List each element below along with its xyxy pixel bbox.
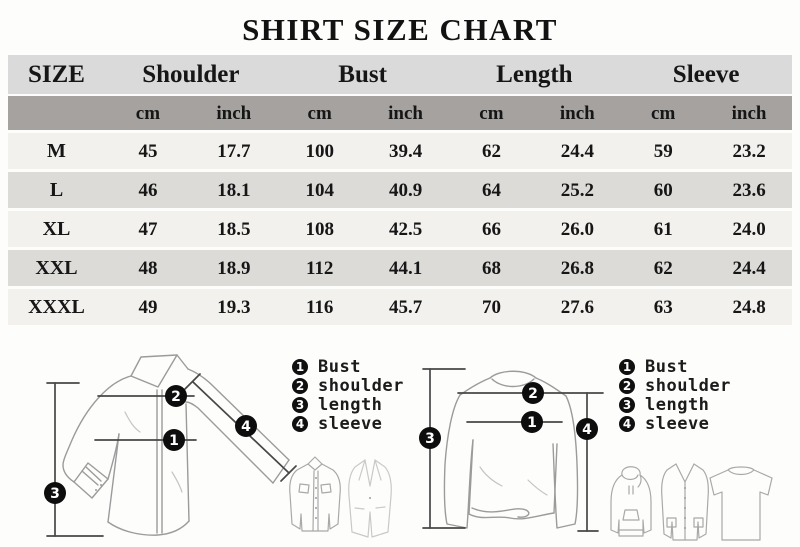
cell-value: 17.7 (217, 140, 251, 162)
marker-3-icon: 3 (619, 397, 635, 413)
legend-label: sleeve (318, 413, 383, 434)
table-row-xxxl (8, 289, 792, 325)
table-row-xxl (8, 250, 792, 286)
cell-value: 45 (138, 140, 158, 162)
marker-4-icon (235, 415, 257, 437)
sweater-drawing (444, 371, 577, 528)
cell-value: 62 (481, 140, 501, 162)
marker-2-icon: 2 (292, 378, 308, 394)
table-units-row (8, 96, 792, 130)
cell-value: 47 (138, 218, 158, 240)
marker-3-icon: 3 (292, 397, 308, 413)
unit-label: cm (651, 102, 676, 124)
cell-value: 26.0 (560, 218, 594, 240)
cell-value: 18.5 (217, 218, 251, 240)
cell-value: 62 (653, 257, 673, 279)
cell-value: 63 (653, 296, 673, 318)
size-table (8, 55, 792, 328)
cardigan-icon (662, 464, 709, 540)
cell-value: 39.4 (388, 140, 423, 162)
cell-value: 45.7 (388, 296, 423, 318)
column-header-shoulder: Shoulder (142, 61, 240, 88)
cell-value: 24.4 (732, 257, 766, 279)
cell-value: 24.4 (560, 140, 594, 162)
unit-label: inch (216, 102, 252, 124)
legend-item-bust (619, 357, 759, 376)
marker-2-icon: 2 (619, 378, 635, 394)
cell-value: 61 (653, 218, 673, 240)
table-row-xl (8, 211, 792, 247)
svg-text:4: 4 (241, 419, 251, 435)
cell-value: 48 (138, 257, 158, 279)
marker-1-icon (521, 411, 543, 433)
row-size-label: XL (42, 218, 71, 240)
legend-label: sleeve (645, 413, 710, 434)
cell-value: 66 (481, 218, 501, 240)
legend-label: length (318, 394, 383, 415)
cell-value: 23.2 (732, 140, 766, 162)
cell-value: 23.6 (732, 179, 766, 201)
marker-1-icon: 1 (619, 359, 635, 375)
svg-text:2: 2 (528, 386, 538, 402)
legend-label: shoulder (645, 375, 731, 396)
row-size-label: L (49, 179, 64, 201)
table-row-m (8, 133, 792, 169)
cell-value: 40.9 (388, 179, 423, 201)
unit-label: cm (307, 102, 332, 124)
unit-label: cm (135, 102, 161, 124)
units-row-spacer (8, 96, 105, 130)
tshirt-icon (710, 467, 772, 540)
cell-value: 27.6 (560, 296, 594, 318)
cell-value: 18.1 (217, 179, 251, 201)
unit-label: inch (388, 102, 423, 124)
marker-4-icon: 4 (292, 416, 308, 432)
cell-value: 46 (138, 179, 158, 201)
sleeve-measure-line (578, 393, 598, 531)
cell-value: 112 (305, 257, 334, 279)
cell-value: 24.0 (732, 218, 766, 240)
cell-value: 108 (305, 218, 334, 240)
cell-value: 70 (481, 296, 501, 318)
table-row-l (8, 172, 792, 208)
legend-label: Bust (318, 356, 361, 377)
svg-text:2: 2 (171, 389, 181, 405)
table-header-row (8, 55, 792, 94)
cell-value: 68 (481, 257, 501, 279)
marker-1-icon: 1 (292, 359, 308, 375)
row-size-label: XXXL (28, 296, 85, 318)
row-size-label: XXL (35, 257, 78, 279)
row-size-label: M (47, 140, 66, 162)
svg-text:3: 3 (425, 431, 435, 447)
cell-value: 44.1 (388, 257, 423, 279)
marker-1-icon (163, 429, 185, 451)
marker-4-icon: 4 (619, 416, 635, 432)
svg-text:1: 1 (527, 415, 537, 431)
jacket-icon (290, 457, 340, 531)
column-header-length: Length (496, 61, 573, 88)
measure-legend-right (619, 357, 759, 433)
legend-label: shoulder (318, 375, 404, 396)
svg-text:1: 1 (169, 433, 179, 449)
marker-2-icon (522, 382, 544, 404)
cell-value: 59 (653, 140, 673, 162)
legend-item-length (619, 395, 759, 414)
cell-value: 42.5 (388, 218, 423, 240)
hoodie-icon (611, 467, 651, 536)
length-measure-line (47, 383, 103, 536)
cell-value: 24.8 (732, 296, 766, 318)
legend-item-sleeve (619, 414, 759, 433)
blazer-icon (349, 460, 392, 537)
column-header-size: SIZE (28, 61, 85, 88)
cell-value: 19.3 (217, 296, 251, 318)
cell-value: 26.8 (560, 257, 594, 279)
cell-value: 60 (653, 179, 673, 201)
unit-label: inch (559, 102, 595, 124)
svg-text:3: 3 (50, 486, 60, 502)
cell-value: 64 (481, 179, 501, 201)
marker-2-icon (165, 385, 187, 407)
column-header-bust: Bust (338, 61, 387, 88)
cell-value: 18.9 (217, 257, 251, 279)
legend-item-shoulder (619, 376, 759, 395)
cell-value: 49 (138, 296, 158, 318)
page-title: SHIRT SIZE CHART (242, 12, 558, 47)
cell-value: 25.2 (560, 179, 594, 201)
cell-value: 104 (305, 179, 334, 201)
marker-3-icon (419, 427, 441, 449)
legend-label: length (645, 394, 710, 415)
marker-4-icon (576, 418, 598, 440)
cell-value: 116 (305, 296, 334, 318)
cell-value: 100 (305, 140, 334, 162)
svg-text:4: 4 (582, 422, 592, 438)
legend-label: Bust (645, 356, 688, 377)
column-header-sleeve: Sleeve (672, 61, 740, 88)
marker-3-icon (44, 482, 66, 504)
unit-label: inch (731, 102, 767, 124)
unit-label: cm (479, 102, 504, 124)
